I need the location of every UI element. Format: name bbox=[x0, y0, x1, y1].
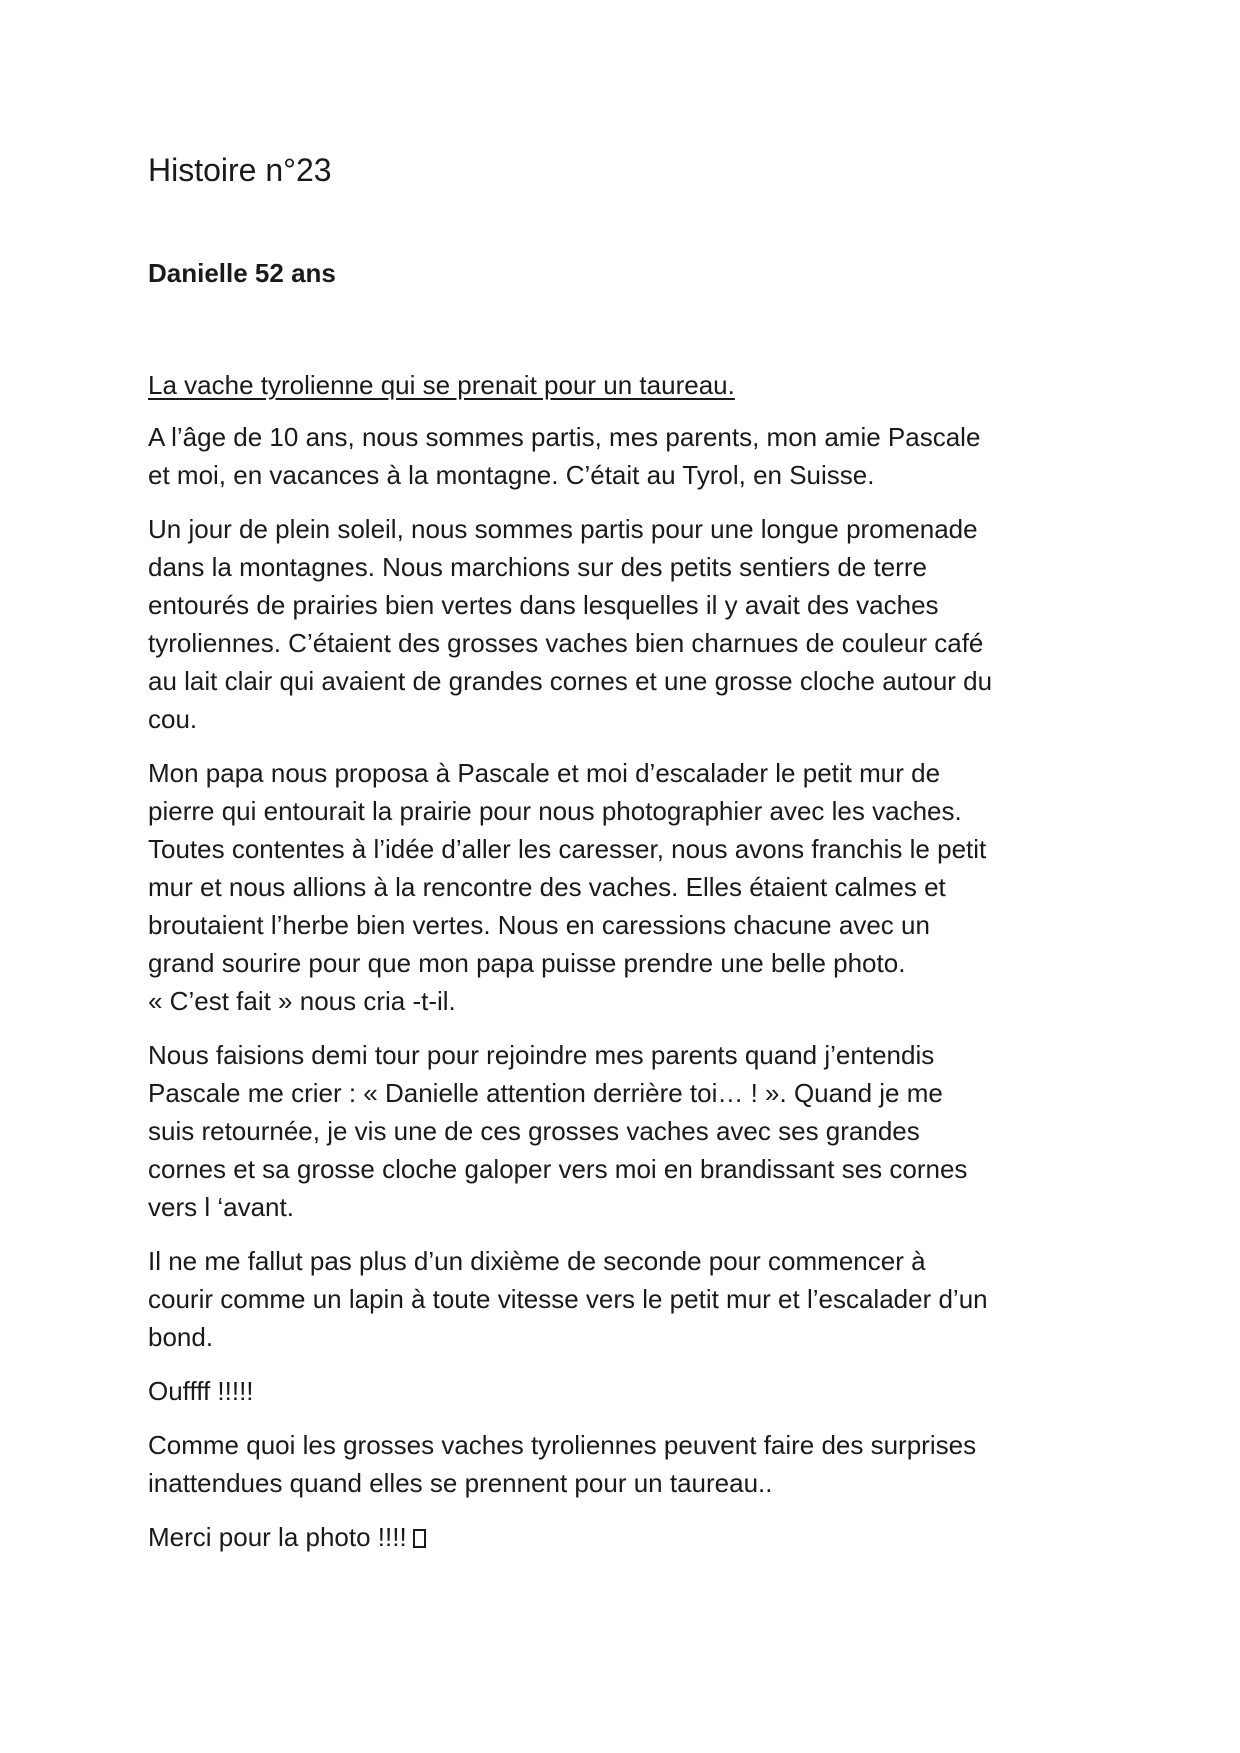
text-line: bond. bbox=[148, 1322, 214, 1352]
text-line: dans la montagnes. Nous marchions sur des petits sentiers de terre bbox=[148, 552, 927, 582]
text-line: mur et nous allions à la rencontre des vaches. Elles étaient calmes et bbox=[148, 872, 946, 902]
text-line: inattendues quand elles se prennent pour un taureau.. bbox=[148, 1468, 773, 1498]
text-line: Comme quoi les grosses vaches tyroliennes peuvent faire des surprises bbox=[148, 1430, 977, 1460]
author-line: Danielle 52 ans bbox=[148, 258, 336, 288]
text-line: Pascale me crier : « Danielle attention derrière toi… ! ». Quand je me bbox=[148, 1078, 943, 1108]
text-line: pierre qui entourait la prairie pour nous photographier avec les vaches. bbox=[148, 796, 962, 826]
text-line: vers l ‘avant. bbox=[148, 1192, 294, 1222]
text-line: cornes et sa grosse cloche galoper vers moi en brandissant ses cornes bbox=[148, 1154, 968, 1184]
paragraph-4 bbox=[148, 1036, 1108, 1226]
story-number: Histoire n°23 bbox=[148, 152, 332, 188]
text-line: tyroliennes. C’étaient des grosses vaches bien charnues de couleur café bbox=[148, 628, 984, 658]
text-line: Nous faisions demi tour pour rejoindre mes parents quand j’entendis bbox=[148, 1040, 935, 1070]
text-line: cou. bbox=[148, 704, 198, 734]
story-title: La vache tyrolienne qui se prenait pour un taureau. bbox=[148, 370, 735, 400]
text-line: Toutes contentes à l’idée d’aller les caresser, nous avons franchis le petit bbox=[148, 834, 987, 864]
text-line: grand sourire pour que mon papa puisse prendre une belle photo. bbox=[148, 948, 906, 978]
story-body bbox=[148, 366, 1108, 1572]
text-line: au lait clair qui avaient de grandes cornes et une grosse cloche autour du bbox=[148, 666, 993, 696]
paragraph-8 bbox=[148, 1518, 1108, 1556]
text-line: « C’est fait » nous cria -t-il. bbox=[148, 986, 456, 1016]
paragraph-6 bbox=[148, 1372, 1108, 1410]
text-line: courir comme un lapin à toute vitesse vers le petit mur et l’escalader d’un bbox=[148, 1284, 988, 1314]
text-line: Mon papa nous proposa à Pascale et moi d’escalader le petit mur de bbox=[148, 758, 941, 788]
paragraph-1 bbox=[148, 418, 1108, 494]
missing-glyph-box-icon bbox=[413, 1529, 426, 1548]
text-line: Un jour de plein soleil, nous sommes partis pour une longue promenade bbox=[148, 514, 978, 544]
paragraph-2 bbox=[148, 510, 1108, 738]
paragraph-7 bbox=[148, 1426, 1108, 1502]
text-line: Ouffff !!!!! bbox=[148, 1376, 254, 1406]
paragraph-5 bbox=[148, 1242, 1108, 1356]
text-line: A l’âge de 10 ans, nous sommes partis, mes parents, mon amie Pascale bbox=[148, 422, 981, 452]
text-line: entourés de prairies bien vertes dans lesquelles il y avait des vaches bbox=[148, 590, 939, 620]
paragraph-3 bbox=[148, 754, 1108, 1020]
closing-text: Merci pour la photo !!!! bbox=[148, 1522, 407, 1552]
text-line: et moi, en vacances à la montagne. C’était au Tyrol, en Suisse. bbox=[148, 460, 875, 490]
text-line: suis retournée, je vis une de ces grosses vaches avec ses grandes bbox=[148, 1116, 920, 1146]
text-line: broutaient l’herbe bien vertes. Nous en caressions chacune avec un bbox=[148, 910, 930, 940]
text-line: Il ne me fallut pas plus d’un dixième de seconde pour commencer à bbox=[148, 1246, 926, 1276]
closing-line bbox=[148, 1518, 1108, 1556]
